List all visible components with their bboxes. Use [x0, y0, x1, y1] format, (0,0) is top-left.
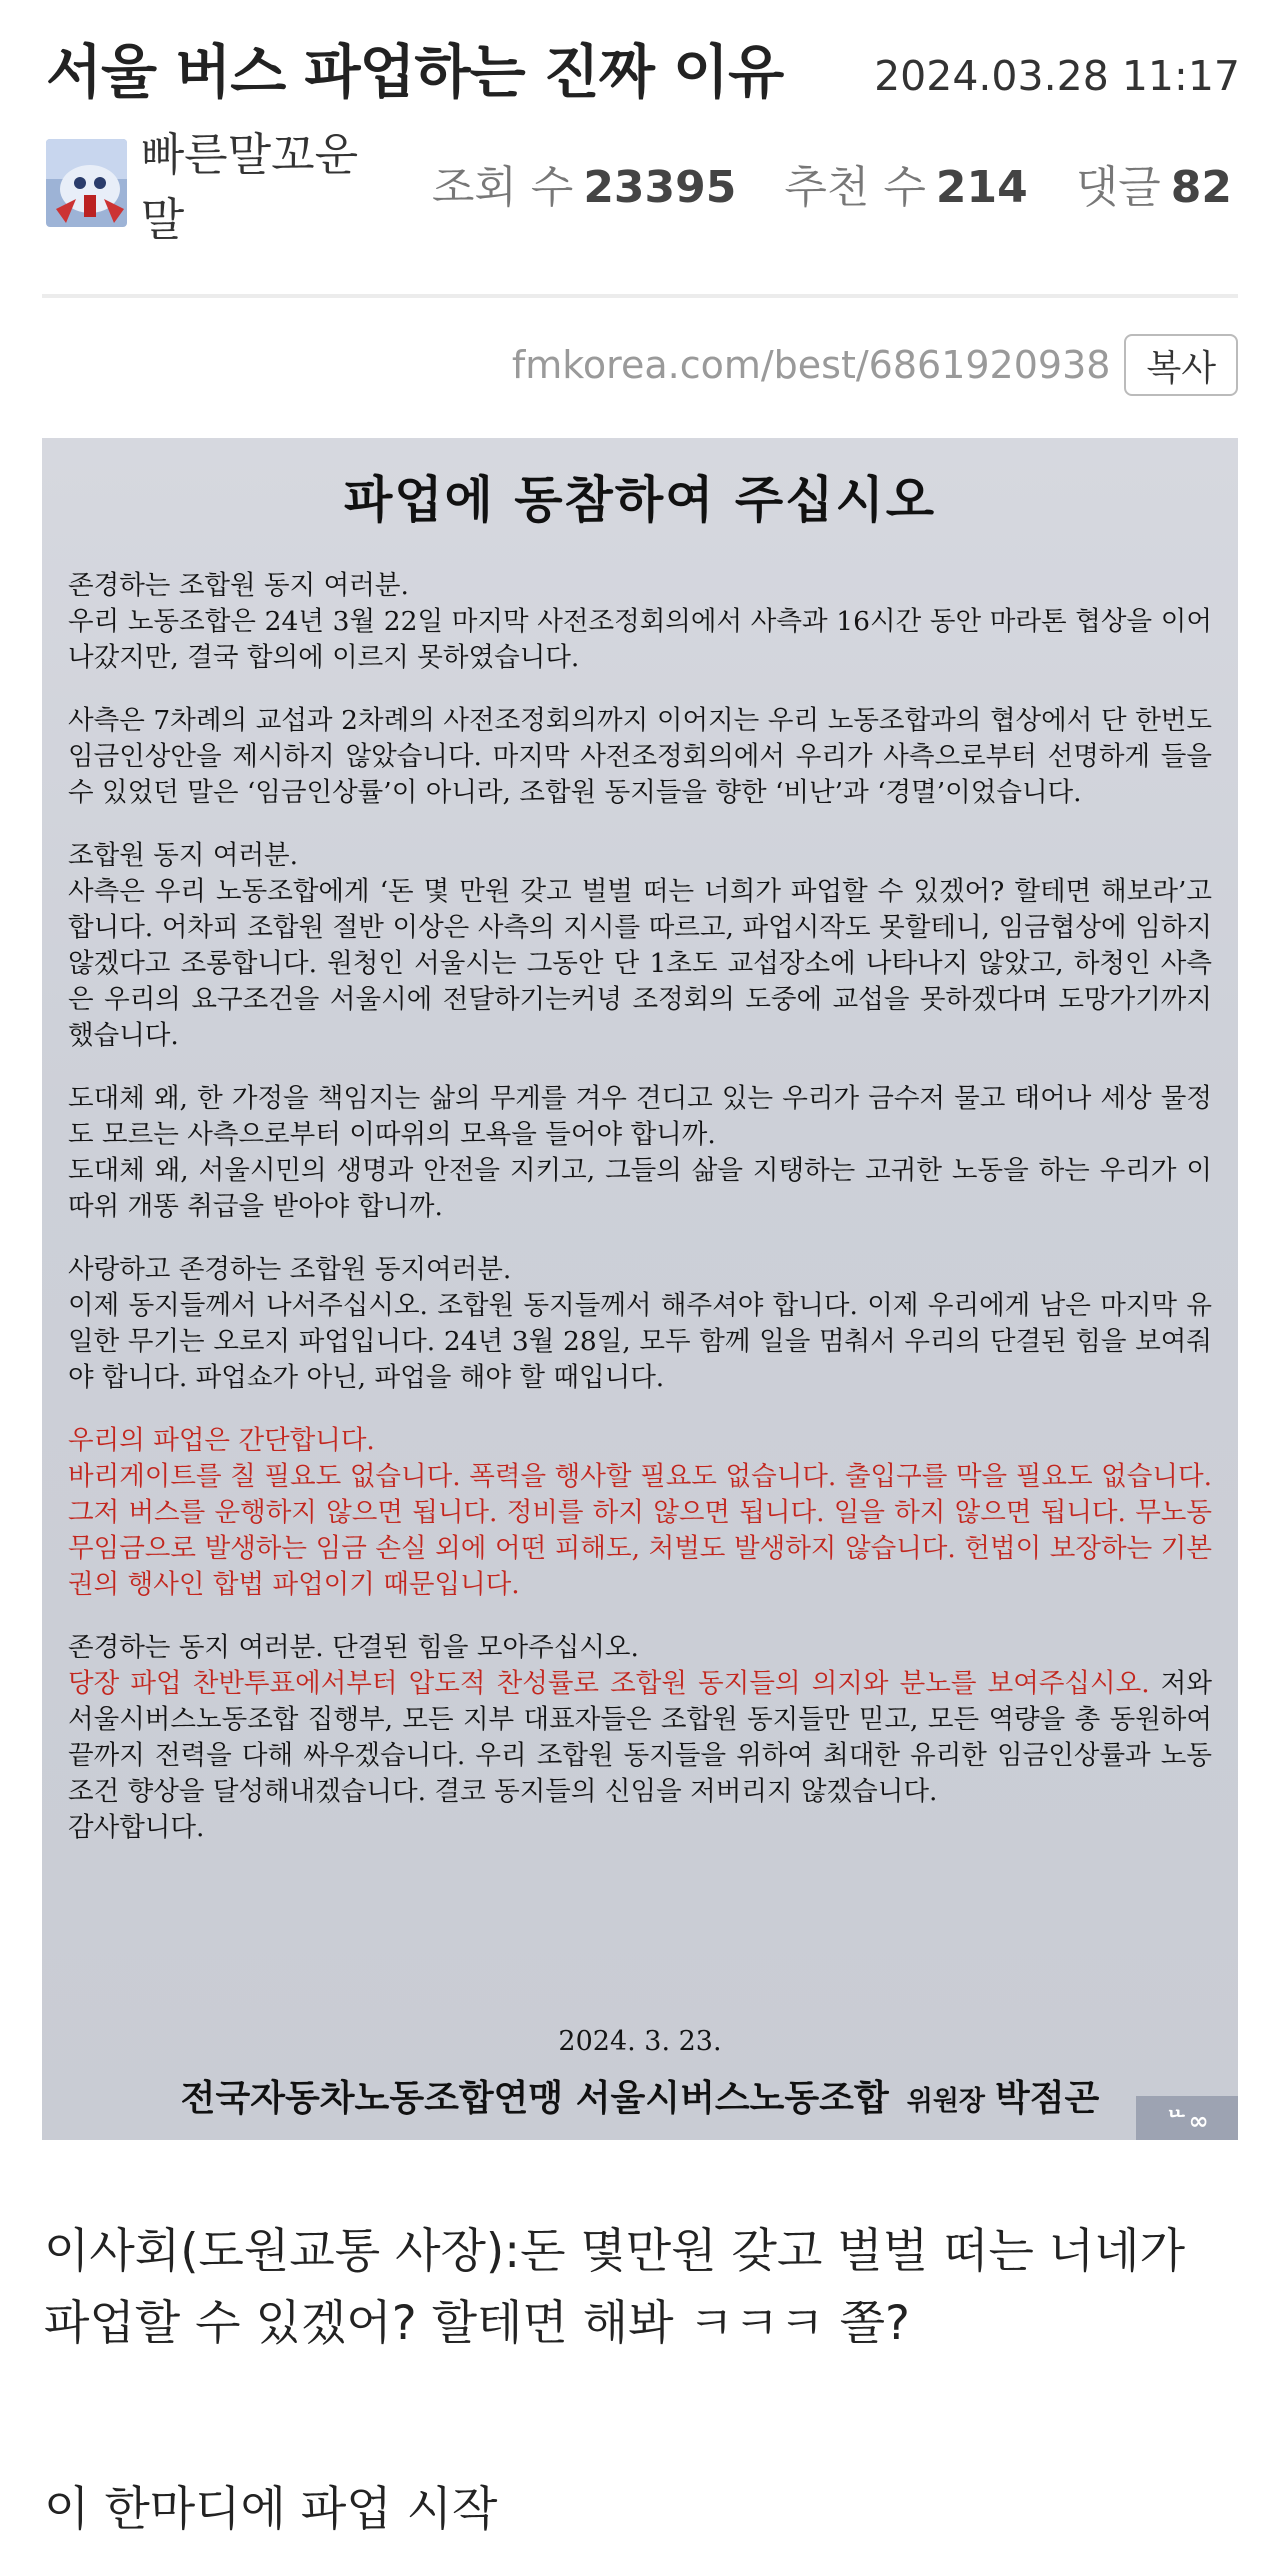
poster-line: 바리게이트를 칠 필요도 없습니다. 폭력을 행사할 필요도 없습니다. 출입구를 막을 필요도 없습니다. 그저 버스를 운행하지 않으면 됩니다. 정비를 하지 않으면 됩니다. 일을 하지 않으면 됩니다. 무노동무임금으로 발생하는 임금 손실 외에 어떤 피해도, 처벌도 발생하지 않습니다. 헌법이 보장하는 기본권의 행사인 합법 파업이기 때문입니다.	[68, 1461, 1212, 1600]
post-body-text-1: 이사회(도원교통 사장):돈 몇만원 갖고 벌벌 떠는 너네가 파업할 수 있겠어? 할테면 해봐 ㅋㅋㅋ 쫄?	[44, 2224, 1185, 2351]
image-watermark-icon: ᄔ∞	[1136, 2096, 1238, 2140]
recommend-label: 추천 수	[784, 162, 926, 213]
comments-count: 82	[1170, 162, 1232, 213]
poster-line: 도대체 왜, 한 가정을 책임지는 삶의 무게를 겨우 견디고 있는 우리가 금수저 물고 태어나 세상 물정도 모르는 사측으로부터 이따위의 모욕을 들어야 합니까.	[68, 1083, 1212, 1150]
avatar-image-icon	[46, 139, 127, 227]
post-meta	[46, 128, 1280, 246]
poster-signature-role: 위원장	[906, 2086, 985, 2117]
poster-line: 이제 동지들께서 나서주십시오. 조합원 동지들께서 해주셔야 합니다. 이제 우리에게 남은 마지막 유일한 무기는 오로지 파업입니다. 24년 3월 28일, 모두 함께 일을 멈춰서 우리의 단결된 힘을 보여줘야 합니다. 파업쇼가 아닌, 파업을 해야 할 때입니다.	[68, 1290, 1212, 1393]
recommend-stat	[784, 151, 1027, 215]
views-count: 23395	[583, 162, 737, 213]
views-label: 조회 수	[431, 162, 574, 213]
poster-line: 당장 파업 찬반투표에서부터 압도적 찬성률로 조합원 동지들의 의지와 분노를 보여주십시오.	[68, 1668, 1150, 1699]
poster-line: 사랑하고 존경하는 조합원 동지여러분.	[68, 1254, 512, 1285]
poster-date: 2024. 3. 23.	[558, 2026, 722, 2057]
recommend-count: 214	[935, 162, 1028, 213]
author-avatar[interactable]	[46, 139, 127, 227]
comments-stat[interactable]	[1076, 151, 1232, 215]
author-name[interactable]: 빠른말꼬운말	[140, 128, 359, 246]
post-body-text-2: 이 한마디에 파업 시작	[44, 2482, 498, 2537]
poster-line: 우리의 파업은 간단합니다.	[68, 1425, 375, 1456]
poster-title: 파업에 동참하여 주십시오	[343, 471, 937, 529]
poster-paragraph	[68, 568, 1212, 676]
poster-paragraph	[68, 1630, 1212, 1846]
poster-line: 사측은 우리 노동조합에게 ‘돈 몇 만원 갖고 벌벌 떠는 너희가 파업할 수 있겠어? 할테면 해보라’고 합니다. 어차피 조합원 절반 이상은 사측의 지시를 따르고, 파업시작도 못할테니, 임금협상에 임하지 않겠다고 조롱합니다. 원청인 서울시는 그동안 단 1초도 교섭장소에 나타나지 않았고, 하청인 사측은 우리의 요구조건을 서울시에 전달하기는커녕 조정회의 도중에 교섭을 못하겠다며 도망가기까지 했습니다.	[68, 876, 1212, 1051]
poster-signature-org: 전국자동차노동조합연맹 서울시버스노동조합	[180, 2078, 889, 2119]
views-stat	[432, 151, 737, 215]
poster-paragraph	[68, 703, 1212, 811]
poster-paragraph	[68, 838, 1212, 1054]
copy-url-button[interactable]: 복사	[1124, 334, 1238, 396]
comments-label: 댓글	[1075, 162, 1161, 213]
strike-notice-image	[42, 438, 1238, 2140]
poster-signature-name: 박점곤	[994, 2078, 1100, 2119]
url-row	[512, 334, 1238, 396]
poster-paragraph	[68, 1423, 1212, 1603]
poster-line: 우리 노동조합은 24년 3월 22일 마지막 사전조정회의에서 사측과 16시간 동안 마라톤 협상을 이어나갔지만, 결국 합의에 이르지 못하였습니다.	[68, 606, 1212, 673]
header-divider	[42, 294, 1238, 298]
poster-line: 저와 서울시버스노동조합 집행부, 모든 지부 대표자들은 조합원 동지들만 믿고, 모든 역량을 총 동원하여 끝까지 전력을 다해 싸우겠습니다. 우리 조합원 동지들을 위하여 최대한 유리한 임금인상률과 노동조건 향상을 달성해내겠습니다. 결코 동지들의 신임을 저버리지 않겠습니다.	[68, 1668, 1212, 1807]
poster-paragraph	[68, 1081, 1212, 1225]
poster-paragraph	[68, 1252, 1212, 1396]
poster-body	[68, 568, 1212, 1873]
poster-line: 존경하는 동지 여러분. 단결된 힘을 모아주십시오.	[68, 1632, 639, 1663]
poster-line: 존경하는 조합원 동지 여러분.	[68, 570, 409, 601]
poster-line: 조합원 동지 여러분.	[68, 840, 299, 871]
post-datetime: 2024.03.28 11:17	[874, 52, 1240, 100]
poster-line: 감사합니다.	[68, 1812, 205, 1843]
poster-signature	[42, 2070, 1238, 2121]
poster-line: 도대체 왜, 서울시민의 생명과 안전을 지키고, 그들의 삶을 지탱하는 고귀한 노동을 하는 우리가 이따위 개똥 취급을 받아야 합니까.	[68, 1155, 1212, 1222]
post-url[interactable]: fmkorea.com/best/6861920938	[511, 343, 1111, 387]
poster-line: 사측은 7차례의 교섭과 2차례의 사전조정회의까지 이어지는 우리 노동조합과의 협상에서 단 한번도 임금인상안을 제시하지 않았습니다. 마지막 사전조정회의에서 우리가 사측으로부터 선명하게 들을 수 있었던 말은 ‘임금인상률’이 아니라, 조합원 동지들을 향한 ‘비난’과 ‘경멸’이었습니다.	[68, 705, 1212, 808]
post-title: 서울 버스 파업하는 진짜 이유	[46, 38, 784, 106]
